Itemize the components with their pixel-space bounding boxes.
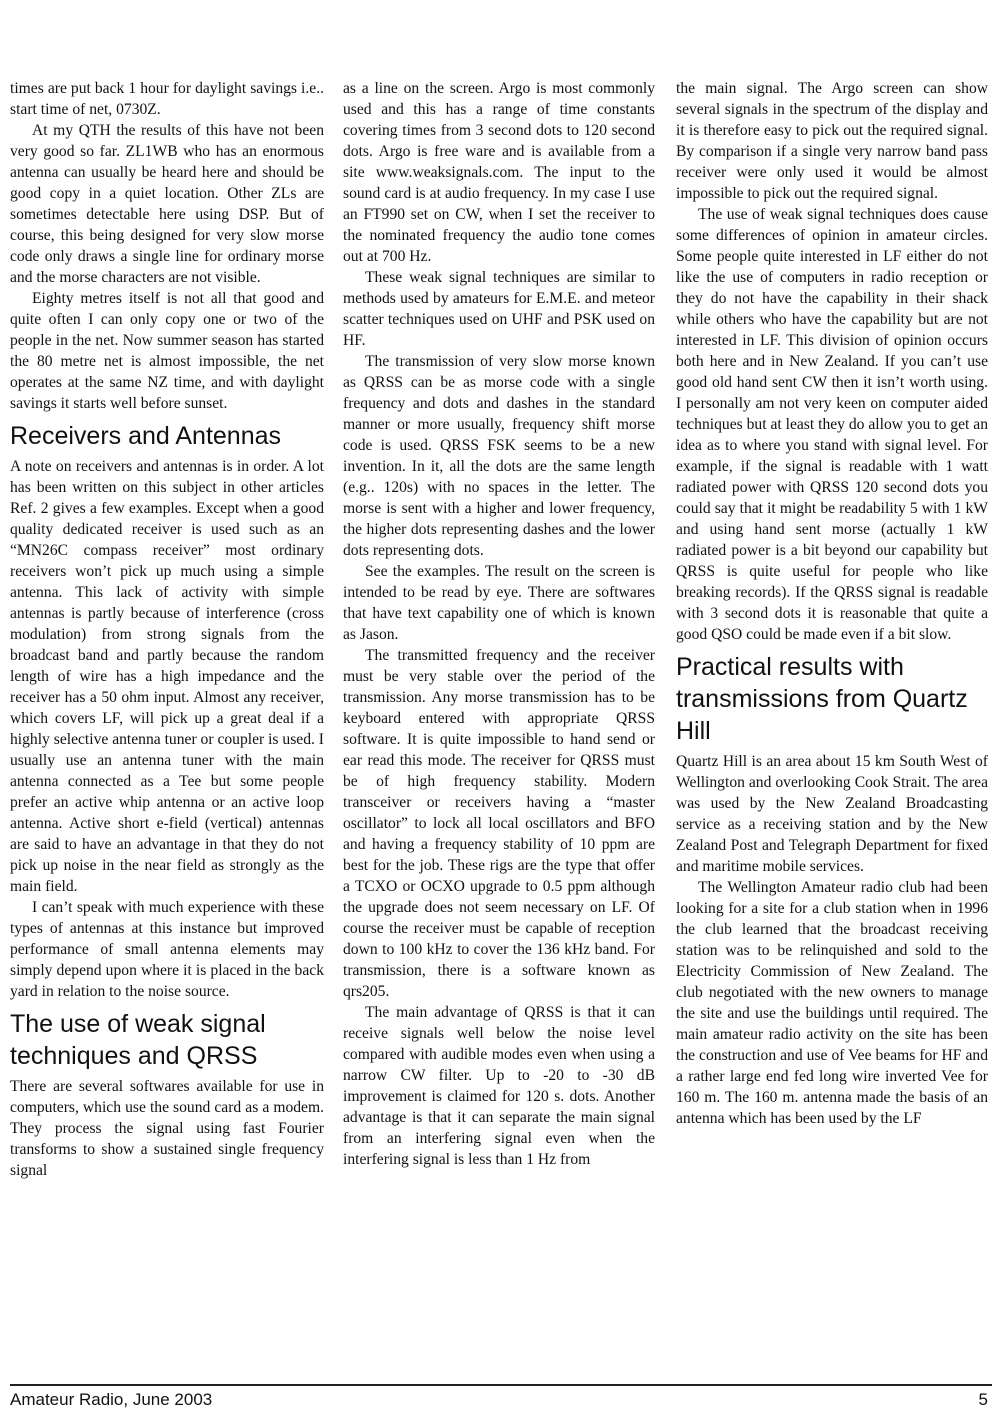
article-column-2 [343, 78, 655, 1170]
paragraph: At my QTH the results of this have not been very good so far. ZL1WB who has an enormous antenna can usually be heard here and should be good copy in a quiet location. Other ZLs are sometimes detectable here using DSP. But of course, this being designed for very slow morse code only draws a single line for ordinary morse and the morse characters are not visible. [10, 122, 324, 286]
footer-publication: Amateur Radio, June 2003 [10, 1390, 213, 1409]
paragraph: the main signal. The Argo screen can show several signals in the spectrum of the display and it is therefore easy to pick out the required signal. By comparison if a single very narrow band pass receiver were only used it would be almost impossible to pick out the required signal. [676, 80, 988, 202]
paragraph: as a line on the screen. Argo is most commonly used and this has a range of time constants covering times from 3 second dots to 120 second dots. Argo is free ware and is available from a site www.weaksignals.com. The input to the sound card is at audio frequency. In my case I use an FT990 set on CW, when I set the receiver to the nominated frequency the audio tone comes out at 700 Hz. [343, 80, 655, 265]
paragraph: The use of weak signal techniques does cause some differences of opinion in amateur circles. Some people quite interested in LF either do not like the use of computers in radio reception or they do not have the capability in their shack while others who have the capability but are not interested in LF. This division of opinion occurs both here and in New Zealand. If you can’t use good old hand sent CW then it isn’t worth using. I personally am not very keen on computer aided techniques but at least they do allow you to get an idea as to where you stand with signal level. For example, if the signal is readable with 1 watt radiated power with QRSS 120 second dots you could say that it might be readability 5 with 1 kW and using hand sent morse (actually 1 kW radiated power is a bit beyond our capability but QRSS is quite useful for people who like breaking records). If the QRSS signal is readable with 3 second dots it is reasonable that quite a good QSO could be made even if a bit slow. [676, 206, 988, 643]
paragraph: I can’t speak with much experience with these types of antennas at this instance but improved performance of small antenna elements may simply depend upon where it is placed in the back yard in relation to the noise source. [10, 899, 324, 1000]
paragraph: A note on receivers and antennas is in order. A lot has been written on this subject in other articles Ref. 2 gives a few examples. Except when a good quality dedicated receiver is used such as an “MN26C compass receiver” most ordinary receivers won’t pick up much using a simple antenna. This lack of activity with simple antennas is partly because of interference (cross modulation) from strong signals from the broadcast band and partly because the random length of wire has a high impedance and the receiver has a 50 ohm input. Almost any receiver, which covers LF, will pick up a great deal if a highly selective antenna tuner or coupler is used. I usually use an antenna tuner with the main antenna connected as a Tee but some people prefer an active whip antenna or an active loop antenna. Active short e-field (vertical) antennas are said to have an advantage in that they do not pick up noise in the near field as strongly as the main field. [10, 458, 324, 895]
section-heading: The use of weak signal techniques and QRSS [10, 1010, 266, 1070]
article-column-1 [10, 78, 324, 1181]
paragraph: The Wellington Amateur radio club had been looking for a site for a club station when in 1996 the club learned that the broadcast receiving station was to be relinquished and sold to the Electricity Commission of New Zealand. The club negotiated with the new owners to manage the site and use the buildings until required. The main amateur radio activity on the site has been the construction and use of Vee beams for HF and a rather large end fed long wire inverted Vee for 160 m. The 160 m. antenna made the basis of an antenna which has been used by the LF [676, 879, 988, 1127]
footer-rule [10, 1384, 992, 1386]
article-column-3 [676, 78, 988, 1129]
paragraph: See the examples. The result on the screen is intended to be read by eye. There are softwares that have text capability one of which is known as Jason. [343, 563, 655, 643]
section-heading: Practical results with transmissions from Quartz Hill [676, 653, 968, 745]
paragraph: There are several softwares available for use in computers, which use the sound card as a modem. They process the signal using fast Fourier transforms to show a sustained single frequency signal [10, 1078, 324, 1179]
paragraph: The transmitted frequency and the receiver must be very stable over the period of the transmission. Any morse transmission has to be keyboard entered with appropriate QRSS software. It is quite impossible to hand send or ear read this mode. The receiver for QRSS must be of high frequency stability. Modern transceiver or receivers having a “master oscillator” to lock all local oscillators and BFO and having a frequency stability of 10 ppm are best for the job. These rigs are the type that offer a TCXO or OCXO upgrade to 0.5 ppm although the upgrade does not seem necessary on LF. Of course the receiver must be capable of reception down to 100 kHz to cover the 136 kHz band. For transmission, there is a software known as qrs205. [343, 647, 655, 1000]
paragraph: Eighty metres itself is not all that good and quite often I can only copy one or two of the people in the net. Now summer season has started the 80 metre net is almost impossible, the net operates at the same NZ time, and with daylight savings it starts well before sunset. [10, 290, 324, 412]
paragraph: times are put back 1 hour for daylight savings i.e.. start time of net, 0730Z. [10, 80, 324, 118]
paragraph: The main advantage of QRSS is that it can receive signals well below the noise level compared with audible modes even when using a narrow CW filter. Up to -20 to -30 dB improvement is claimed for 120 s. dots. Another advantage is that it can separate the main signal from an interfering signal even when the interfering signal is less than 1 Hz from [343, 1004, 655, 1168]
section-heading: Receivers and Antennas [10, 422, 282, 450]
paragraph: These weak signal techniques are similar to methods used by amateurs for E.M.E. and meteor scatter techniques used on UHF and PSK used on HF. [343, 269, 655, 349]
paragraph: The transmission of very slow morse known as QRSS can be as morse code with a single frequency and dots and dashes in the standard manner or more usually, frequency shift morse code is used. QRSS FSK seems to be a new invention. In it, all the dots are the same length (e.g.. 120s) with no spaces in the letter. The morse is sent with a higher and lower frequency, the higher dots representing dashes and the lower dots representing dots. [343, 353, 655, 559]
page-number: 5 [978, 1390, 988, 1409]
paragraph: Quartz Hill is an area about 15 km South West of Wellington and overlooking Cook Strait. The area was used by the New Zealand Broadcasting service as a receiving station and by the New Zealand Post and Telegraph Department for fixed and maritime mobile services. [676, 753, 988, 875]
